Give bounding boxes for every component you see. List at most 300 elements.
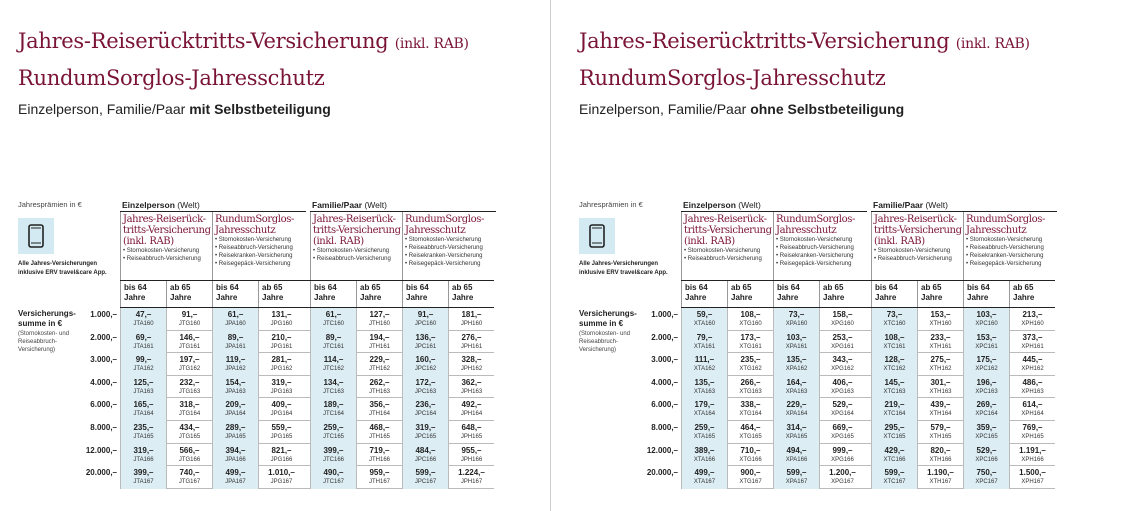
- tariff-code: XTA160: [693, 321, 716, 327]
- product-feature: • Stornokosten-Versicherung: [215, 237, 292, 243]
- tariff-code: XPH162: [1021, 366, 1044, 373]
- price-value: 61,–: [227, 310, 244, 319]
- price-value: 128,–: [884, 355, 905, 365]
- price-value: 295,–: [884, 423, 905, 432]
- tariff-code: JPH160: [460, 321, 483, 327]
- price-value: 468,–: [369, 423, 390, 432]
- product-title: RundumSorglos-Jahresschutz: [776, 214, 855, 236]
- price-value: 79,–: [696, 332, 713, 342]
- price-value: 125,–: [133, 377, 154, 387]
- price-cell: [356, 421, 402, 444]
- price-cell: [1009, 398, 1055, 421]
- tariff-code: JTC162: [322, 366, 344, 373]
- table-row: [120, 308, 494, 331]
- tariff-code: XTH167: [929, 479, 952, 486]
- price-cell: [871, 308, 917, 331]
- price-value: 259,–: [323, 423, 344, 432]
- tariff-code: JTH164: [368, 411, 390, 418]
- sum-cell: 6.000,–: [90, 400, 117, 410]
- tariff-code: JTG166: [178, 456, 201, 463]
- tariff-code: XPC166: [975, 456, 998, 463]
- price-cell: [402, 376, 448, 399]
- price-cell: [681, 421, 727, 444]
- page-title: Jahres-Reiserücktritts-Versicherung (inkl. RAB): [18, 29, 469, 53]
- price-value: 229,–: [369, 355, 390, 365]
- table-row: [120, 444, 494, 467]
- price-cell: [773, 331, 819, 354]
- tariff-code: XPC161: [975, 343, 998, 350]
- age-header: ab 65 Jahre: [258, 281, 304, 307]
- tariff-code: XTA167: [693, 479, 716, 486]
- age-header: bis 64 Jahre: [773, 281, 819, 307]
- price-value: 750,–: [976, 468, 997, 478]
- table-row: [120, 353, 494, 376]
- sum-cell: 1.000,–: [651, 310, 678, 319]
- age-header: ab 65 Jahre: [917, 281, 963, 307]
- tariff-code: XPH160: [1021, 321, 1044, 327]
- price-value: 164,–: [786, 377, 807, 387]
- age-header: ab 65 Jahre: [166, 281, 212, 307]
- table-row: [681, 444, 1055, 467]
- product-header: [773, 212, 867, 280]
- price-value: 145,–: [884, 377, 905, 387]
- tariff-code: XPA162: [785, 366, 808, 373]
- product-title: RundumSorglos-Jahresschutz: [966, 214, 1045, 236]
- price-value: 108,–: [740, 310, 761, 319]
- tariff-code: JPC160: [414, 321, 437, 327]
- price-cell: [727, 398, 773, 421]
- tariff-code: JTG161: [178, 343, 201, 350]
- price-value: 233,–: [930, 332, 951, 342]
- price-value: 710,–: [740, 445, 761, 455]
- tariff-code: JPG166: [270, 456, 293, 463]
- price-value: 232,–: [179, 377, 200, 387]
- tariff-code: XPA164: [785, 411, 808, 418]
- product-feature: • Reisekranken-Versicherung: [966, 253, 1044, 259]
- sum-cell: 1.000,–: [90, 310, 117, 319]
- tariff-code: XPG161: [831, 343, 854, 350]
- sum-column: [631, 308, 681, 489]
- product-title: Jahres-Reiserück-tritts-Versicherung (inkl. RAB): [684, 214, 772, 247]
- tariff-code: JPH166: [460, 456, 483, 463]
- price-cell: [166, 376, 212, 399]
- price-cell: [402, 331, 448, 354]
- price-cell: [681, 398, 727, 421]
- tariff-code: XPH166: [1021, 456, 1044, 463]
- tariff-code: JPA166: [225, 456, 246, 463]
- tariff-code: JPC162: [414, 366, 437, 373]
- price-value: 740,–: [179, 468, 200, 478]
- tariff-code: JTH166: [368, 456, 390, 463]
- price-value: 181,–: [461, 310, 482, 319]
- price-cell: [356, 398, 402, 421]
- price-value: 59,–: [696, 310, 713, 319]
- tariff-code: XTH164: [929, 411, 952, 418]
- price-cell: [212, 331, 258, 354]
- price-cell: [258, 398, 304, 421]
- price-cell: [258, 444, 304, 467]
- product-feature: • Reisegepäck-Versicherung: [405, 261, 481, 267]
- tariff-code: JPH161: [460, 343, 483, 350]
- price-value: 769,–: [1022, 423, 1043, 432]
- sum-column: [70, 308, 120, 489]
- tariff-code: JPH165: [460, 434, 483, 440]
- price-cell: [310, 376, 356, 399]
- price-cell: [166, 331, 212, 354]
- product-feature: • Reiseabbruch-Versicherung: [313, 256, 391, 262]
- tariff-code: JTH161: [368, 343, 390, 350]
- price-cell: [963, 398, 1009, 421]
- price-value: 484,–: [415, 445, 436, 455]
- tariff-code: XPA167: [785, 479, 808, 486]
- tariff-code: JTC160: [322, 321, 344, 327]
- price-cell: [310, 421, 356, 444]
- sum-cell: 8.000,–: [651, 422, 678, 432]
- tariff-code: XPG164: [831, 411, 854, 418]
- phone-icon: [18, 218, 54, 254]
- price-value: 492,–: [461, 400, 482, 410]
- tariff-code: XTH162: [929, 366, 952, 373]
- price-value: 301,–: [930, 377, 951, 387]
- price-cell: [1009, 353, 1055, 376]
- tariff-code: JPC165: [414, 434, 437, 440]
- price-cell: [448, 331, 494, 354]
- price-cell: [871, 331, 917, 354]
- versicherungssumme-label: Versicherungs-summe in €: [18, 309, 76, 328]
- sum-cell: 20.000,–: [646, 468, 678, 478]
- table-row: [681, 331, 1055, 354]
- price-value: 134,–: [323, 377, 344, 387]
- price-value: 154,–: [225, 377, 246, 387]
- page-subtitle: Einzelperson, Familie/Paar ohne Selbstbeteiligung: [579, 101, 905, 117]
- tariff-code: JPH162: [460, 366, 483, 373]
- tariff-code: XPG167: [831, 479, 854, 486]
- tariff-code: JPH164: [460, 411, 483, 418]
- price-value: 494,–: [786, 445, 807, 455]
- price-cell: [727, 444, 773, 467]
- price-value: 373,–: [1022, 332, 1043, 342]
- table-row: [681, 376, 1055, 399]
- price-cell: [212, 353, 258, 376]
- price-cell: [871, 444, 917, 467]
- price-cell: [773, 444, 819, 467]
- price-value: 599,–: [415, 468, 436, 478]
- price-value: 318,–: [179, 400, 200, 410]
- price-value: 69,–: [135, 332, 152, 342]
- product-header: [120, 212, 212, 280]
- price-value: 235,–: [740, 355, 761, 365]
- price-cell: [120, 421, 166, 444]
- price-value: 276,–: [461, 332, 482, 342]
- versicherungssumme-label: Versicherungs-summe in €: [579, 309, 637, 328]
- sum-cell: 6.000,–: [651, 400, 678, 410]
- price-cell: [120, 444, 166, 467]
- price-cell: [917, 353, 963, 376]
- product-feature: • Reiseabbruch-Versicherung: [405, 245, 483, 251]
- tariff-code: JPA161: [225, 343, 246, 350]
- price-cell: [212, 376, 258, 399]
- price-value: 719,–: [369, 445, 390, 455]
- price-cell: [681, 353, 727, 376]
- price-value: 103,–: [786, 332, 807, 342]
- product-header: [402, 212, 498, 280]
- price-value: 959,–: [369, 468, 390, 478]
- tariff-code: XTA166: [693, 456, 716, 463]
- price-cell: [402, 353, 448, 376]
- price-cell: [819, 331, 865, 354]
- tariff-code: JPC166: [414, 456, 437, 463]
- product-feature: • Reisegepäck-Versicherung: [966, 261, 1042, 267]
- tariff-code: JPC163: [414, 388, 437, 395]
- page-subtitle: Einzelperson, Familie/Paar mit Selbstbeteiligung: [18, 101, 331, 117]
- price-cell: [681, 308, 727, 331]
- price-cell: [212, 308, 258, 331]
- product-feature: • Stornokosten-Versicherung: [874, 248, 951, 254]
- price-value: 314,–: [786, 423, 807, 432]
- price-value: 131,–: [271, 310, 292, 319]
- price-cell: [356, 444, 402, 467]
- price-cell: [402, 308, 448, 331]
- price-value: 158,–: [832, 310, 853, 319]
- price-value: 135,–: [694, 377, 715, 387]
- versicherungssumme-note: (Stornokosten- und Reiseabbruch-Versicherung): [18, 331, 70, 353]
- table-row: [120, 466, 494, 489]
- price-value: 213,–: [1022, 310, 1043, 319]
- tariff-code: XPH161: [1021, 343, 1044, 350]
- table-row: [681, 421, 1055, 444]
- tariff-code: XTG166: [739, 456, 762, 463]
- sum-cell: 2.000,–: [651, 332, 678, 342]
- tariff-code: JPH167: [460, 479, 483, 486]
- group-header: Familie/Paar (Welt): [310, 196, 496, 212]
- price-value: 194,–: [369, 332, 390, 342]
- tariff-code: XTG160: [739, 321, 762, 327]
- product-title: Jahres-Reiserück-tritts-Versicherung (inkl. RAB): [123, 214, 211, 247]
- price-value: 146,–: [179, 332, 200, 342]
- price-value: 356,–: [369, 400, 390, 410]
- price-cell: [963, 308, 1009, 331]
- tariff-code: JPA160: [225, 321, 246, 327]
- price-cell: [773, 376, 819, 399]
- price-cell: [681, 331, 727, 354]
- price-cell: [917, 398, 963, 421]
- price-value: 209,–: [225, 400, 246, 410]
- price-value: 262,–: [369, 377, 390, 387]
- price-value: 47,–: [135, 310, 152, 319]
- price-cell: [120, 331, 166, 354]
- table-row: [681, 466, 1055, 489]
- age-header: bis 64 Jahre: [310, 281, 356, 307]
- tariff-code: XPH163: [1021, 388, 1044, 395]
- product-title: Jahres-Reiserück-tritts-Versicherung (inkl. RAB): [313, 214, 401, 247]
- product-header: [871, 212, 963, 280]
- product-feature: • Reiseabbruch-Versicherung: [966, 245, 1044, 251]
- product-feature: • Reiseabbruch-Versicherung: [874, 256, 952, 262]
- price-cell: [258, 421, 304, 444]
- price-cell: [166, 466, 212, 489]
- sum-cell: 3.000,–: [651, 355, 678, 365]
- price-value: 196,–: [976, 377, 997, 387]
- price-value: 389,–: [694, 445, 715, 455]
- price-cell: [819, 421, 865, 444]
- price-cell: [681, 466, 727, 489]
- product-header: [681, 212, 773, 280]
- age-header: bis 64 Jahre: [212, 281, 258, 307]
- tariff-code: JPG162: [270, 366, 293, 373]
- tariff-code: XTH161: [929, 343, 952, 350]
- price-value: 599,–: [884, 468, 905, 478]
- product-feature: • Stornokosten-Versicherung: [313, 248, 390, 254]
- age-header: bis 64 Jahre: [963, 281, 1009, 307]
- tariff-code: XTG162: [739, 366, 762, 373]
- tariff-code: JPA165: [225, 434, 246, 440]
- price-cell: [356, 376, 402, 399]
- price-value: 486,–: [1022, 377, 1043, 387]
- tariff-code: JTG160: [178, 321, 201, 327]
- tariff-code: XTG167: [739, 479, 762, 486]
- tariff-code: JTA163: [133, 388, 154, 395]
- tariff-code: JPG167: [270, 479, 293, 486]
- price-value: 136,–: [415, 332, 436, 342]
- price-value: 1.191,–: [1019, 445, 1046, 455]
- price-cell: [166, 398, 212, 421]
- price-value: 529,–: [976, 445, 997, 455]
- price-cell: [871, 398, 917, 421]
- age-header-row: [681, 280, 1055, 308]
- jahrespraemien-label: Jahresprämien in €: [18, 200, 82, 209]
- product-header: [212, 212, 306, 280]
- tariff-code: JTH160: [368, 321, 390, 327]
- price-cell: [917, 466, 963, 489]
- tariff-code: XPA163: [785, 388, 808, 395]
- product-feature: • Stornokosten-Versicherung: [966, 237, 1043, 243]
- price-cell: [356, 353, 402, 376]
- tariff-code: JPC164: [414, 411, 437, 418]
- price-cell: [356, 308, 402, 331]
- product-feature: • Reiseabbruch-Versicherung: [215, 245, 293, 251]
- tariff-code: JTA166: [133, 456, 154, 463]
- tariff-code: JTH162: [368, 366, 390, 373]
- price-value: 559,–: [271, 423, 292, 432]
- price-cell: [819, 308, 865, 331]
- tariff-code: JTC166: [322, 456, 344, 463]
- tariff-code: JPC161: [414, 343, 437, 350]
- jahrespraemien-label: Jahresprämien in €: [579, 200, 643, 209]
- tariff-code: XPC163: [975, 388, 998, 395]
- price-value: 219,–: [884, 400, 905, 410]
- tariff-code: JTA165: [133, 434, 154, 440]
- price-cell: [871, 376, 917, 399]
- price-cell: [120, 308, 166, 331]
- price-cell: [258, 376, 304, 399]
- price-cell: [310, 444, 356, 467]
- price-value: 434,–: [179, 423, 200, 432]
- price-value: 394,–: [225, 445, 246, 455]
- tariff-code: XTA163: [693, 388, 716, 395]
- tariff-code: JTA160: [133, 321, 154, 327]
- price-cell: [681, 376, 727, 399]
- sum-cell: 4.000,–: [651, 377, 678, 387]
- tariff-code: XTH163: [929, 388, 952, 395]
- phone-icon: [579, 218, 615, 254]
- table-row: [681, 353, 1055, 376]
- price-value: 89,–: [227, 332, 244, 342]
- price-value: 111,–: [694, 355, 715, 365]
- tariff-code: XTC165: [883, 434, 906, 440]
- page-subtitle-product: RundumSorglos-Jahresschutz: [579, 66, 886, 90]
- tariff-code: JTC165: [322, 434, 344, 440]
- sum-cell: 12.000,–: [646, 445, 678, 455]
- price-value: 210,–: [271, 332, 292, 342]
- price-value: 319,–: [415, 423, 436, 432]
- table-row: [681, 398, 1055, 421]
- price-value: 429,–: [884, 445, 905, 455]
- tariff-code: XPG163: [831, 388, 854, 395]
- price-cell: [356, 466, 402, 489]
- tariff-code: JTG165: [178, 434, 201, 440]
- product-feature: • Reiseabbruch-Versicherung: [123, 256, 201, 262]
- app-note: Alle Jahres-Versicherungen inklusive ERV travel&care App.: [18, 261, 107, 276]
- price-value: 236,–: [415, 400, 436, 410]
- price-value: 135,–: [786, 355, 807, 365]
- tariff-code: JPA163: [225, 388, 246, 395]
- price-cell: [727, 421, 773, 444]
- tariff-code: XTH165: [929, 434, 952, 440]
- price-value: 669,–: [832, 423, 853, 432]
- price-cell: [448, 444, 494, 467]
- price-cell: [448, 353, 494, 376]
- group-header: Familie/Paar (Welt): [871, 196, 1057, 212]
- tariff-code: JTH167: [368, 479, 390, 486]
- price-value: 439,–: [930, 400, 951, 410]
- tariff-code: JPA167: [225, 479, 246, 486]
- product-title: Jahres-Reiserück-tritts-Versicherung (inkl. RAB): [874, 214, 962, 247]
- product-header: [963, 212, 1059, 280]
- tariff-code: JTA162: [133, 366, 154, 373]
- price-cell: [212, 444, 258, 467]
- product-header: [310, 212, 402, 280]
- tariff-code: JTH163: [368, 388, 390, 395]
- price-cell: [166, 421, 212, 444]
- price-value: 406,–: [832, 377, 853, 387]
- price-value: 1.190,–: [927, 468, 954, 478]
- tariff-code: XPG166: [831, 456, 854, 463]
- tariff-code: XTG165: [739, 434, 762, 440]
- price-cell: [258, 308, 304, 331]
- price-value: 1.010,–: [268, 468, 295, 478]
- price-cell: [917, 444, 963, 467]
- tariff-code: JTG163: [178, 388, 201, 395]
- price-value: 359,–: [976, 423, 997, 432]
- price-value: 445,–: [1022, 355, 1043, 365]
- price-value: 172,–: [415, 377, 436, 387]
- tariff-code: JPA162: [225, 366, 246, 373]
- price-cell: [402, 398, 448, 421]
- product-feature: • Reiseabbruch-Versicherung: [776, 245, 854, 251]
- product-feature: • Reiseabbruch-Versicherung: [684, 256, 762, 262]
- price-cell: [120, 376, 166, 399]
- table-row: [120, 331, 494, 354]
- price-cell: [963, 353, 1009, 376]
- price-cell: [1009, 331, 1055, 354]
- tariff-code: JTA164: [133, 411, 154, 418]
- price-cell: [727, 308, 773, 331]
- price-cell: [310, 331, 356, 354]
- price-value: 229,–: [786, 400, 807, 410]
- price-cell: [120, 353, 166, 376]
- price-value: 399,–: [133, 468, 154, 478]
- price-cell: [448, 376, 494, 399]
